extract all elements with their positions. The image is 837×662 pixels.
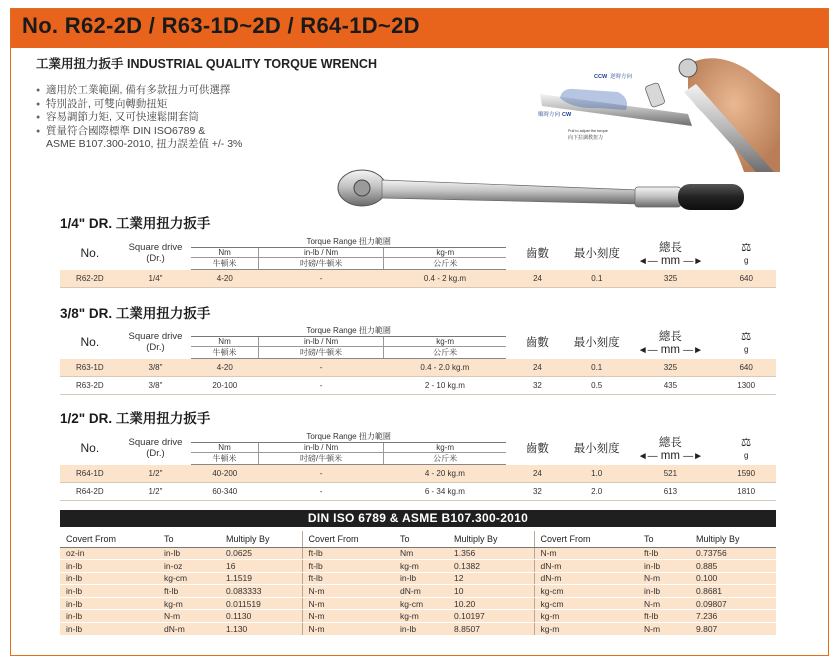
col-weight: ⚖ g — [741, 436, 752, 460]
feature-item: ● 適用於工業範圍, 備有多款扭力可供選擇 — [36, 84, 242, 98]
section-title-half: 1/2" DR. 工業用扭力扳手 — [60, 411, 211, 426]
scale-icon: ⚖ — [741, 330, 752, 343]
table-row: R63-2D 3/8" 20-100 - 2 - 10 kg.m 32 0.5 435 1300 — [60, 377, 776, 395]
col-nm: Nm — [218, 248, 231, 257]
col-teeth: 齒數 — [525, 442, 549, 455]
col-kgm: kg-m — [384, 337, 506, 347]
cw-label: CW — [562, 112, 572, 118]
torque-adjust-photo — [538, 54, 780, 172]
col-square-drive: Square drive (Dr.) — [128, 241, 183, 264]
col-min-scale: 最小刻度 — [573, 247, 620, 260]
col-kgm-cn: 公斤米 — [384, 347, 506, 359]
col-square-drive: Square drive (Dr.) — [128, 330, 183, 353]
col-inlb-cn: 吋磅/牛頓米 — [258, 453, 384, 465]
col-weight: ⚖ g — [741, 330, 752, 354]
col-inlb: in-lb / Nm — [258, 337, 384, 347]
col-nm-cn: 牛頓米 — [191, 453, 258, 465]
conversion-row: in-lb kg-m 0.011519 N-m kg-cm 10.20 kg-cm N-m 0.09807 — [60, 597, 776, 610]
conversion-table — [60, 531, 776, 636]
col-nm: Nm — [218, 337, 231, 346]
conversion-row: in-lb ft-lb 0.083333 N-m dN-m 10 kg-cm in-lb 0.8681 — [60, 585, 776, 598]
col-kgm: kg-m — [384, 443, 506, 453]
conversion-row: in-lb kg-cm 1.1519 ft-lb in-lb 12 dN-m N-m 0.100 — [60, 572, 776, 585]
ccw-label: CCW — [594, 74, 608, 80]
col-min-scale: 最小刻度 — [573, 442, 620, 455]
table-row: R63-1D 3/8" 4-20 - 0.4 - 2.0 kg.m 24 0.1 325 640 — [60, 359, 776, 377]
table-row: R64-2D 1/2" 60-340 - 6 - 34 kg.m 32 2.0 613 1810 — [60, 483, 776, 501]
col-teeth: 齒數 — [526, 247, 550, 260]
feature-item: ● 容易調節力矩, 又可快速鬆開套筒 — [36, 111, 242, 125]
conversion-row: in-lb N-m 0.1130 N-m kg-m 0.10197 kg-m ft-lb 7.236 — [60, 610, 776, 623]
feature-item: ● 質量符合國際標準 DIN ISO6789 & — [36, 125, 242, 139]
col-length: 總長 ◄― mm ―► — [637, 241, 704, 267]
col-inlb: in-lb / Nm — [258, 443, 384, 453]
spec-table-quarter — [60, 236, 776, 288]
col-no: No. — [80, 245, 100, 260]
col-no: No. — [80, 440, 100, 455]
cw-cn-label: 順時方向 — [538, 112, 561, 118]
col-length: 總長 ◄― mm ―► — [637, 330, 704, 356]
table-row: R62-2D 1/4" 4-20 - 0.4 - 2 kg.m 24 0.1 325 640 — [60, 270, 776, 288]
pull-label: Pull to adjust the torque — [568, 129, 608, 133]
col-weight: ⚖ g — [741, 241, 752, 265]
scale-icon: ⚖ — [741, 436, 752, 449]
col-kgm: kg-m — [384, 248, 506, 258]
spec-table-three-eighths — [60, 325, 776, 395]
feature-item-continued: ASME B107.300-2010, 扭力誤差值 +/- 3% — [46, 138, 243, 150]
feature-list — [36, 84, 242, 152]
spec-table-half — [60, 431, 776, 501]
col-torque-range: Torque Range 扭力範圍 — [191, 431, 506, 443]
col-teeth: 齒數 — [525, 336, 549, 349]
col-no: No. — [80, 334, 100, 349]
conversion-row: in-lb in-oz 16 ft-lb kg-m 0.1382 dN-m in-lb 0.885 — [60, 560, 776, 573]
col-inlb-cn: 吋磅/牛頓米 — [258, 347, 384, 359]
scale-icon: ⚖ — [741, 241, 752, 254]
col-square-drive: Square drive (Dr.) — [128, 436, 183, 459]
col-kgm-cn: 公斤米 — [384, 258, 506, 270]
page-title: No. R62-2D / R63-1D~2D / R64-1D~2D — [22, 13, 420, 38]
conversion-header-row: Covert From To Multiply By Covert From To Multiply By Covert From To Multiply By — [60, 531, 776, 547]
col-kgm-cn: 公斤米 — [384, 453, 506, 465]
col-min-scale: 最小刻度 — [573, 336, 620, 349]
ccw-cn-label: 逆時方向 — [610, 74, 633, 80]
feature-item: ● 特別設計, 可雙向轉動扭矩 — [36, 98, 242, 112]
conversion-row: in-lb dN-m 1.130 N-m in-lb 8.8507 kg-m N-m 9.807 — [60, 623, 776, 636]
col-torque-range: Torque Range 扭力範圍 — [191, 325, 506, 337]
conversion-title: DIN ISO 6789 & ASME B107.300-2010 — [60, 510, 776, 527]
col-inlb: in-lb / Nm — [258, 248, 384, 258]
conversion-row: oz-in in-lb 0.0625 ft-lb Nm 1.356 N-m ft-lb 0.73756 — [60, 547, 776, 560]
section-title-three-eighths: 3/8" DR. 工業用扭力扳手 — [60, 306, 211, 321]
col-nm-cn: 牛頓米 — [191, 258, 258, 270]
torque-wrench-photo — [330, 160, 750, 220]
section-title-quarter: 1/4" DR. 工業用扭力扳手 — [60, 216, 211, 231]
col-nm-cn: 牛頓米 — [191, 347, 258, 359]
pull-cn-label: 向下拉調教扭力 — [568, 135, 604, 141]
col-length: 總長 ◄― mm ―► — [637, 436, 704, 462]
col-torque-range: Torque Range 扭力範圍 — [191, 236, 506, 248]
col-nm: Nm — [218, 443, 231, 452]
table-row: R64-1D 1/2" 40-200 - 4 - 20 kg.m 24 1.0 521 1590 — [60, 465, 776, 483]
product-subtitle: 工業用扭力扳手 INDUSTRIAL QUALITY TORQUE WRENCH — [36, 57, 377, 71]
col-inlb-cn: 吋磅/牛頓米 — [258, 258, 384, 270]
